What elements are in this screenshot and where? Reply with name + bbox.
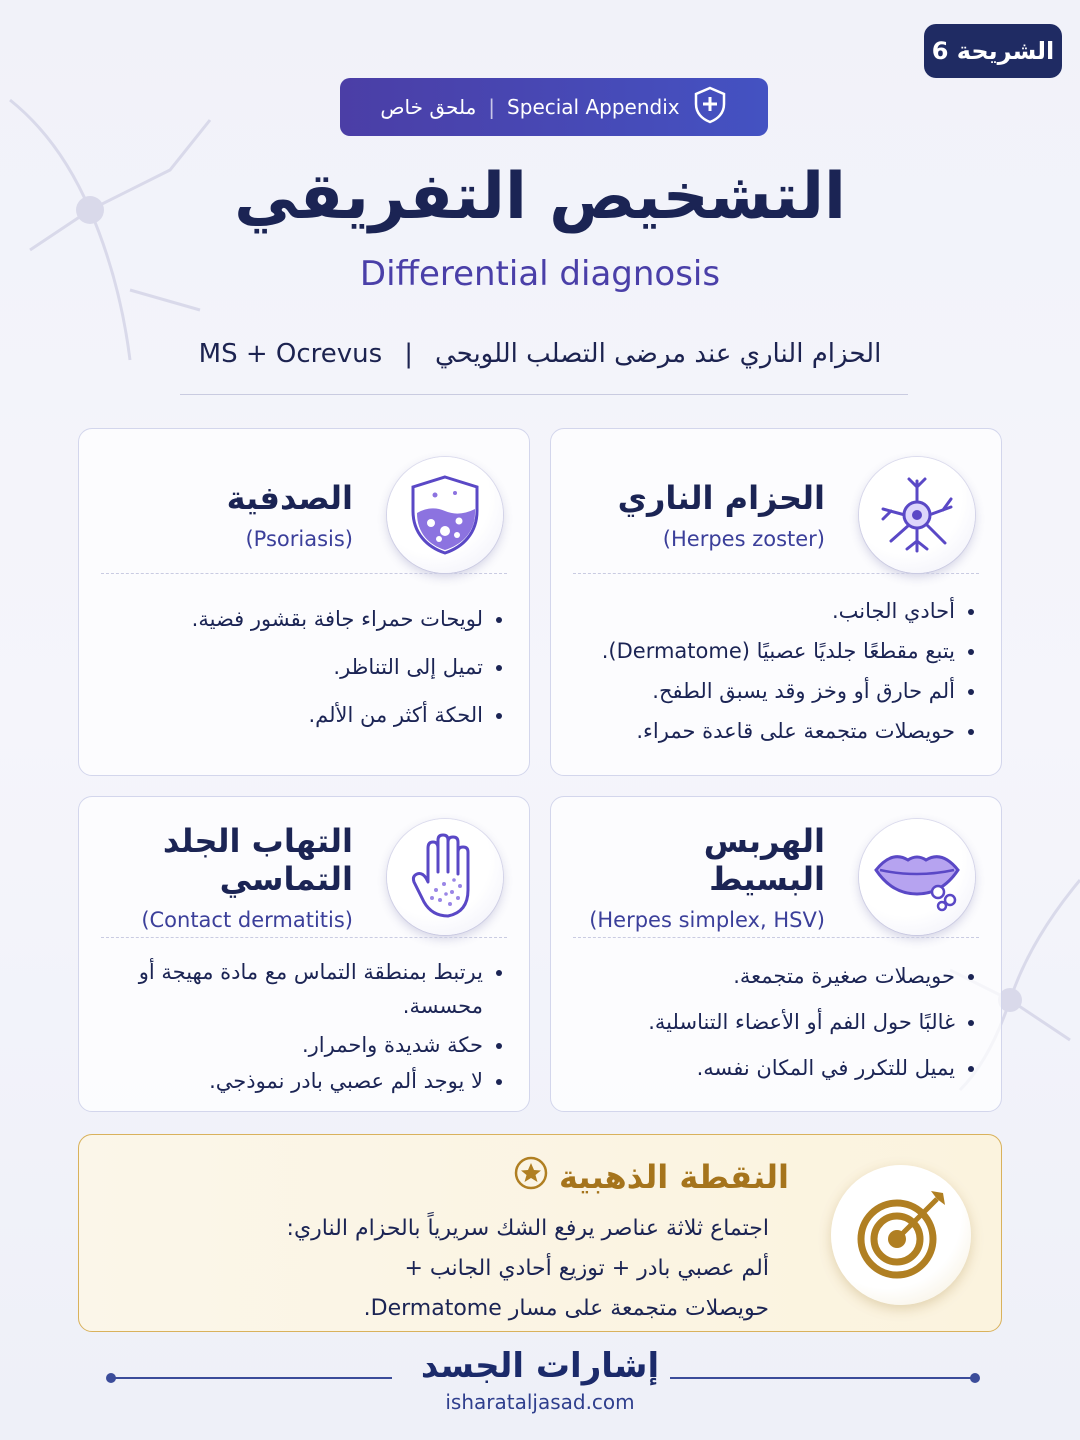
list-item: • لويحات حمراء جافة بقشور فضية. — [99, 595, 483, 643]
golden-point-box — [78, 1134, 1002, 1332]
golden-line: اجتماع ثلاثة عناصر يرفع الشك سريرياً بالحزام الناري: — [286, 1216, 769, 1241]
card-title-en: (Herpes simplex, HSV) — [589, 908, 825, 932]
list-item: • يتبع مقطعًا جلديًا عصبيًا (Dermatome). — [571, 631, 955, 671]
card-divider — [573, 573, 979, 574]
list-item: • يرتبط بمنطقة التماس مع مادة مهيجة أو محسسة. — [99, 955, 483, 1023]
topic-en: MS + Ocrevus — [198, 339, 383, 369]
card-header — [105, 455, 503, 575]
card-divider — [573, 937, 979, 938]
card-herpes-zoster — [550, 428, 1002, 776]
card-psoriasis — [78, 428, 530, 776]
appendix-label-ar: ملحق خاص — [380, 95, 477, 119]
card-contact-dermatitis — [78, 796, 530, 1112]
list-item: • لا يوجد ألم عصبي بادر نموذجي. — [99, 1063, 483, 1099]
page-title: التشخيص التفريقي — [234, 160, 846, 234]
card-header — [577, 455, 975, 575]
list-item: • حكة شديدة واحمرار. — [99, 1027, 483, 1063]
bullet-list — [99, 595, 505, 739]
list-item: • الحكة أكثر من الألم. — [99, 691, 483, 739]
card-title-ar: الهربس البسيط — [703, 822, 825, 898]
golden-point-text — [169, 1209, 769, 1329]
card-title-en: (Contact dermatitis) — [141, 908, 353, 932]
topic-line — [180, 334, 900, 374]
brand-url: isharataljasad.com — [445, 1390, 635, 1414]
page-subtitle-en: Differential diagnosis — [359, 254, 721, 294]
target-icon — [831, 1165, 971, 1305]
card-divider — [101, 937, 507, 938]
list-item: • أحادي الجانب. — [571, 591, 955, 631]
topic-separator: | — [404, 339, 413, 369]
appendix-separator: | — [488, 95, 496, 119]
card-title-en: (Herpes zoster) — [662, 527, 825, 551]
card-title-ar: التهاب الجلد التماسي — [162, 822, 353, 898]
shield-skin-icon — [387, 457, 503, 573]
list-item: • حويصلات صغيرة متجمعة. — [571, 953, 955, 999]
special-appendix-banner — [340, 78, 768, 136]
bullet-list — [99, 955, 505, 1099]
bullet-list — [571, 591, 977, 751]
card-herpes-simplex — [550, 796, 1002, 1112]
appendix-label-en: Special Appendix — [507, 95, 680, 119]
divider — [180, 394, 908, 395]
card-header — [105, 817, 503, 937]
list-item: • غالبًا حول الفم أو الأعضاء التناسلية. — [571, 999, 955, 1045]
card-title-ar: الصدفية — [226, 479, 353, 517]
card-divider — [101, 573, 507, 574]
list-item: • يميل للتكرر في المكان نفسه. — [571, 1045, 955, 1091]
list-item: • ألم حارق أو وخز وقد يسبق الطفح. — [571, 671, 955, 711]
shield-icon — [692, 86, 728, 129]
golden-point-title-text: النقطة الذهبية — [559, 1158, 789, 1196]
golden-point-title — [513, 1155, 789, 1199]
hand-icon — [387, 819, 503, 935]
star-icon — [513, 1155, 549, 1199]
card-header — [577, 817, 975, 937]
slide-number-badge: الشريحة 6 — [924, 24, 1062, 78]
neuron-icon — [859, 457, 975, 573]
bullet-list — [571, 953, 977, 1091]
brand-name: إشارات الجسد — [420, 1346, 660, 1386]
card-title-ar: الحزام الناري — [617, 479, 825, 517]
golden-line: ألم عصبي بادر + توزيع أحادي الجانب + — [404, 1256, 769, 1281]
list-item: • تميل إلى التناظر. — [99, 643, 483, 691]
card-title-en: (Psoriasis) — [245, 527, 353, 551]
golden-line: حويصلات متجمعة على مسار Dermatome. — [363, 1296, 769, 1321]
topic-ar: الحزام الناري عند مرضى التصلب اللويحي — [434, 339, 882, 369]
lips-icon — [859, 819, 975, 935]
list-item: • حويصلات متجمعة على قاعدة حمراء. — [571, 711, 955, 751]
